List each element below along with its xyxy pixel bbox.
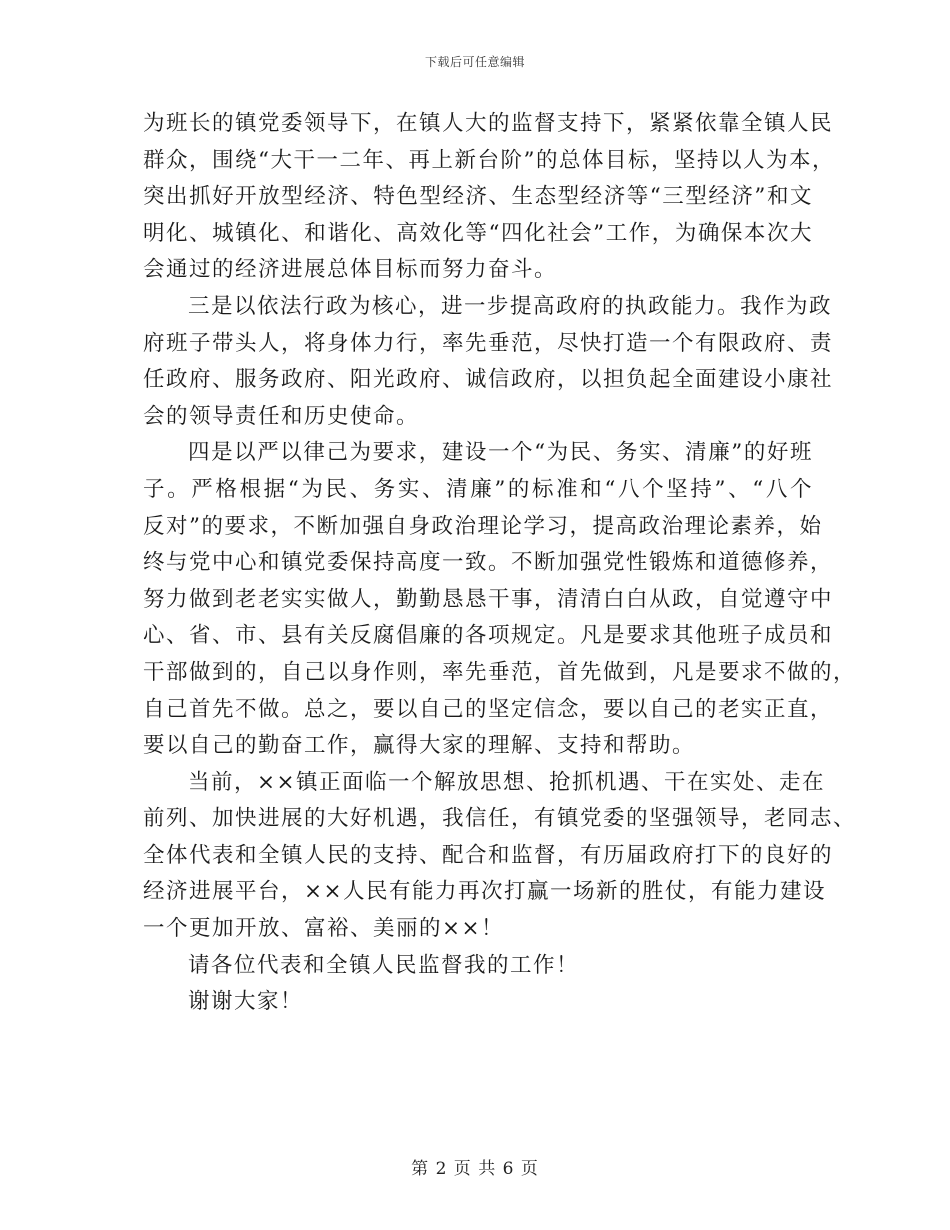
text-line: 当前，××镇正面临一个解放思想、抢抓机遇、干在实处、走在: [188, 769, 826, 795]
paragraph: [143, 984, 813, 1021]
text-line: 终与党中心和镇党委保持高度一致。不断加强党性锻炼和道德修养，: [143, 550, 834, 576]
text-line: 明化、城镇化、和谐化、高效化等“四化社会”工作，为确保本次大: [143, 220, 813, 246]
text-line: 三是以依法行政为核心，进一步提高政府的执政能力。我作为政: [188, 293, 833, 319]
text-line: 努力做到老老实实做人，勤勤恳恳干事，清清白白从政，自觉遵守中: [143, 586, 834, 612]
text-line: 谢谢大家！: [188, 989, 304, 1015]
text-line: 全体代表和全镇人民的支持、配合和监督，有历届政府打下的良好的: [143, 842, 834, 868]
paragraph: [143, 435, 857, 764]
text-line: 为班长的镇党委领导下，在镇人大的监督支持下，紧紧依靠全镇人民: [143, 111, 834, 136]
text-line: 心、省、市、县有关反腐倡廉的各项规定。凡是要求其他班子成员和: [143, 623, 834, 649]
paragraph: [143, 948, 813, 985]
text-line: 任政府、服务政府、阳光政府、诚信政府，以担负起全面建设小康社: [143, 367, 834, 393]
page-number: 第 2 页 共 6 页: [411, 1159, 539, 1179]
text-line: 府班子带头人，将身体力行，率先垂范，尽快打造一个有限政府、责: [143, 330, 834, 356]
paragraph: [143, 289, 834, 435]
text-line: 一个更加开放、富裕、美丽的××！: [143, 916, 505, 942]
document-body: [143, 106, 857, 1021]
text-line: 要以自己的勤奋工作，赢得大家的理解、支持和帮助。: [143, 733, 696, 759]
text-line: 子。严格根据“为民、务实、清廉”的标准和“八个坚持”、“八个: [143, 476, 813, 502]
text-line: 自己首先不做。总之，要以自己的坚定信念，要以自己的老实正直，: [143, 696, 834, 722]
text-line: 请各位代表和全镇人民监督我的工作！: [188, 952, 580, 978]
text-line: 反对”的要求，不断加强自身政治理论学习，提高政治理论素养，始: [143, 513, 823, 539]
text-line: 四是以严以律己为要求，建设一个“为民、务实、清廉”的好班: [188, 440, 813, 466]
text-line: 会的领导责任和历史使命。: [143, 403, 420, 429]
text-line: 突出抓好开放型经济、特色型经济、生态型经济等“三型经济”和文: [143, 184, 813, 210]
paragraph: [143, 106, 835, 289]
page-header: 下载后可任意编辑: [424, 55, 525, 69]
text-line: 群众，围绕“大干一二年、再上新台阶”的总体目标，坚持以人为本，: [143, 147, 835, 173]
text-line: 会通过的经济进展总体目标而努力奋斗。: [143, 257, 558, 283]
text-line: 前列、加快进展的大好机遇，我信任，有镇党委的坚强领导，老同志、: [143, 806, 857, 832]
text-line: 干部做到的，自己以身作则，率先垂范，首先做到，凡是要求不做的，: [143, 659, 857, 685]
paragraph: [143, 765, 857, 948]
text-line: 经济进展平台，××人民有能力再次打赢一场新的胜仗，有能力建设: [143, 879, 827, 905]
